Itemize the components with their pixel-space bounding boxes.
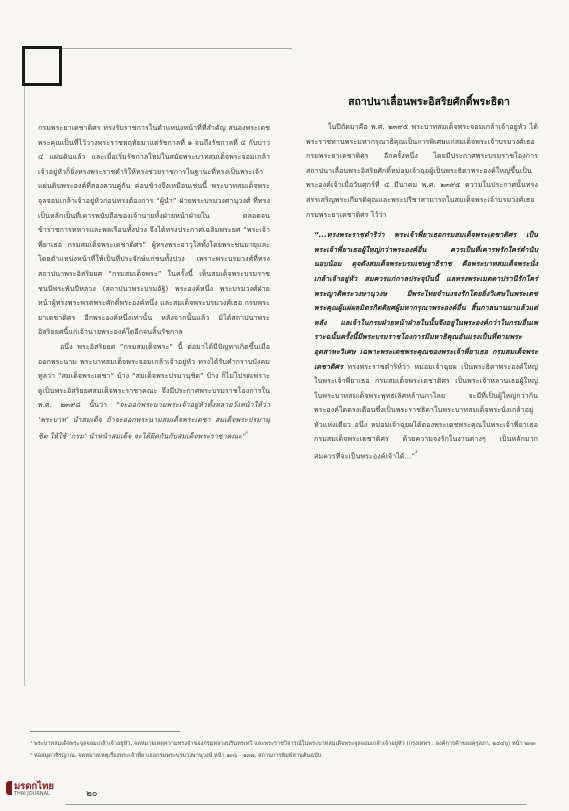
footer-divider xyxy=(66,804,526,805)
left-column xyxy=(38,121,270,444)
top-rule xyxy=(62,48,292,49)
footnote-2: ² หอสมุดวชิรญาณ, จดหมายเหตุเรื่องพระเจ้าพี่ยาเธอกรมพระบรมวงษานุวงษ์ หน้า ๑๓๖ - ๑๓๗, สถานการพิมพ์สานต้นฉบับ xyxy=(30,753,322,759)
proclamation-quote-bold: “...ทรงพระราชดำริว่า พระเจ้าพี่ยาเธอกรมสมเด็จพระเดชาดิศร เป็นพระเจ้าพี่ยาเธอผู้ใหญ่กว่าพระองค์อื่น ควรเป็นที่เคารพรักใคร่คำนับนอบน้อม ดุจดังสมเด็จพระบรมเชษฐาธิราช คือพระบาทสมเด็จพระนั่งเกล้าเจ้าอยู่หัว สมควรแก่กาลประจุบันนี้ แลทรงพระเมตตาปรานีรักใคร่พระญาติพระวงษานุวงษ มีพระไทยจำนงจงรักโดยยิ่งวิเศษในพระเดชพระคุณผู้แผ่ผลมิตรกิตติยศผู้มหากรุณาพระองค์อื่น สิ้นกาลนานมาแล้วแต่หลัง แลเจ้าในกรมฝ่ายหน้าฝ่ายในนั้นจึงอยู่ในพระองค์กว่าในกรมอื่นเพราะฉนั้นครั้งนี้มีพระบรมราชโองการมีมหาธิคุณอันแรงเป็นที่ตามพระอุตสาหะวิเศษ เฉพาะพระเดชพระคุณของพระเจ้าพี่ยาเธอ กรมสมเด็จพระเดชาดิศร xyxy=(314,231,538,371)
logo-subtitle: THAI JOURNAL xyxy=(14,791,50,797)
right-paragraph-1: ในปีถัดมาคือ พ.ศ. ๒๓๙๕ พระบาทสมเด็จพระจอมเกล้าเจ้าอยู่หัว ได้พระราชทานพระมหากรุณาธิคุณเป็นการพิเศษแก่สมเด็จพระเจ้าบรมวงศ์เธอ กรมพระยาเดชาดิศร อีกครั้งหนึ่ง โดยมีประกาศพระบรมราชโองการสถาปนาเลื่อนพระอิสริยศักดิ์หม่อมเจ้าฉุยผู้เป็นพระธิดาพระองค์ใหญ่ขึ้นเป็นพระองค์เจ้าเมื่อวันศุกร์ที่ ๔ มีนาคม พ.ศ. ๒๓๙๕ ความในประกาศนั้นทรงสรรเสริญพระเกียรติคุณและพระปรีชาสามารถในสมเด็จพระเจ้าบรมวงศ์เธอ กรมพระยาเดชาดิศร ไว้ว่า xyxy=(306,123,538,219)
footnote-1: ¹ พระบาทสมเด็จพระจุลจอมเกล้าเจ้าอยู่หัว, จดหมายเหตุความทรงจำของกรมหลวงนรินทรเทวี และพระราชวิจารณ์ในพระบาทสมเด็จพระจุลจอมเกล้าเจ้าอยู่หัว (กรุงเทพฯ : องค์การค้าของคุรุสภา, ๒๕๔๖) หน้า ๒๓๓ xyxy=(30,741,536,747)
left-rule xyxy=(24,86,25,686)
footnotes xyxy=(30,740,538,764)
magazine-logo xyxy=(6,779,68,803)
proclamation-quote xyxy=(306,228,538,464)
royal-command-quote: “จะออกพระนามพระเจ้าอยู่หัวทั้งหลายวังหน้าให้ว่า ‘พระบาท’ นำสมเด็จ ถ้าจะออกพระนามสมเด็จพระเดชา สมเด็จพระปรมานุชิต ให้ใช้ ‘กรม’ นำหน้าสมเด็จ จะได้ผิดกันกับสมเด็จพระราชาคณะ” xyxy=(38,401,270,441)
left-paragraph-1: กรมพระยาเดชาดิศร ทรงรับราชการในตำแหน่งหน้าที่ที่สำคัญ สนองพระเดชพระคุณเป็นที่ไว้วางพระราชหฤทัยมาแต่รัชกาลที่ ๑ จนถึงรัชกาลที่ ๔ กับบ่าว ๔ แผ่นดินแล้ว และเมื่อเริ่มรัชกาลใหม่ในสมัยพระบาทสมเด็จพระจอมเกล้าเจ้าอยู่หัวก็ยิ่งทรงพระราชดำริให้ทรงช่วยราชการในฐานะที่ทรงเป็นพระเจ้าแผ่นดินพระองค์ที่สองควบคู่กัน ค่อนข้างจึงเหมือนเช่นนี้ พระบาทสมเด็จพระจุลจอมเกล้าเจ้าอยู่หัวก่อนทรงต้องการ “ผู้นำ” ฝ่ายพระบรมวงศานุวงศ์ ที่ทรงเป็นหลักเป็นที่เคารพนับถือของเจ้านายทั้งฝ่ายหน้าฝ่ายใน ตลอดจนข้าราชการทหารและพลเรือนทั้งปวง จึงได้ทรงประกาศเฉลิมพระยศ “พระเจ้าพี่ยาเธอ กรมสมเด็จพระเดชาดิศร” ผู้ทรงพระอาวุโสทั้งโดยพระชนมายุและโดยตำแหน่งหน้าที่ให้เป็นที่ประจักษ์แก่ชนทั้งปวง เพราะพระบรมวงศ์ที่ทรงสถาปนาพระอิสริยยศ “กรมสมเด็จพระ” ในครั้งนี้ เห็นสมเด็จพระบรมราชชนนีพระพันปีหลวง (สถาปนาพระบรมอัฐิ) พระองค์หนึ่ง พระบรมวงศ์ฝ่ายหน้าผู้ทรงพระพรตพระศักดิ์พระองค์หนึ่ง และสมเด็จพระบรมวงศ์เธอ กรมพระยาเดชาดิศร อีกพระองค์หนึ่งเท่านั้น หลังจากนั้นแล้ว มิได้สถาปนาพระอิสริยยศนี้แก่เจ้านายพระองค์ใดอีกจนสิ้นรัชกาล xyxy=(38,124,270,337)
footnote-divider xyxy=(30,731,180,732)
decorative-corner-box xyxy=(22,46,62,86)
left-paragraph-2-text: อนึ่ง พระอิสริยยศ “กรมสมเด็จพระ” นี้ ต่อมาได้มีปัญหาเกิดขึ้นเมื่อออกพระนาม พระบาทสมเด็จพระจอมเกล้าเจ้าอยู่หัว ทรงได้รับคำกราบบังคมทูลว่า “สมเด็จพระเดชา” บ้าง “สมเด็จพระปรมานุชิต” บ้าง ก็ไม่โปรดเพราะดูเป็นพระอิสริยยศสมเด็จพระราชาคณะ จึงมีประกาศพระบรมราชโองการใน พ.ศ. ๒๓๙๘ นั้นว่า xyxy=(38,342,270,410)
left-paragraph-2 xyxy=(38,340,270,444)
footnote-ref-2: ² xyxy=(415,451,418,458)
section-heading: สถาปนาเลื่อนพระอิสริยศักดิ์พระธิดา xyxy=(348,96,510,108)
logo-title: มรดกไทย xyxy=(14,781,54,792)
proclamation-quote-rest: ทรงพระราชดำริห์ว่า หม่อมเจ้าฉุยผ เป็นพระธิดาพระองค์ใหญ่ในพระเจ้าพี่ยาเธอ กรมสมเด็จพระเดชาดิศร เป็นพระเจ้าหลานเธอผู้ใหญ่ในพระบาทสมเด็จพระพุทธเลิศหล้านภาไลย จะมีที่เป็นผู้ใหญ่กว่ากันพระองค์ใดตรงเดือนซึ่งเป็นพระราชธิดาในพระบาทสมเด็จพระนั่งเกล้าอยู่หัวแห่งเดียว อนึ่ง หม่อมเจ้าฉุยผได้ตองพระเดชพระคุณในพระเจ้าพี่ยาเธอ กรมสมเด็จพระเดชาดิศร ด้วยความจงรักในงานต่างๆ เป็นหลักมาก สมควรที่จะเป็นพระองค์เจ้าได้...” xyxy=(314,362,538,461)
logo-mark-icon xyxy=(6,781,12,795)
right-column xyxy=(306,120,538,464)
page-number: ๒๐ xyxy=(86,789,98,799)
footnote-ref-1: ¹ xyxy=(245,431,249,438)
